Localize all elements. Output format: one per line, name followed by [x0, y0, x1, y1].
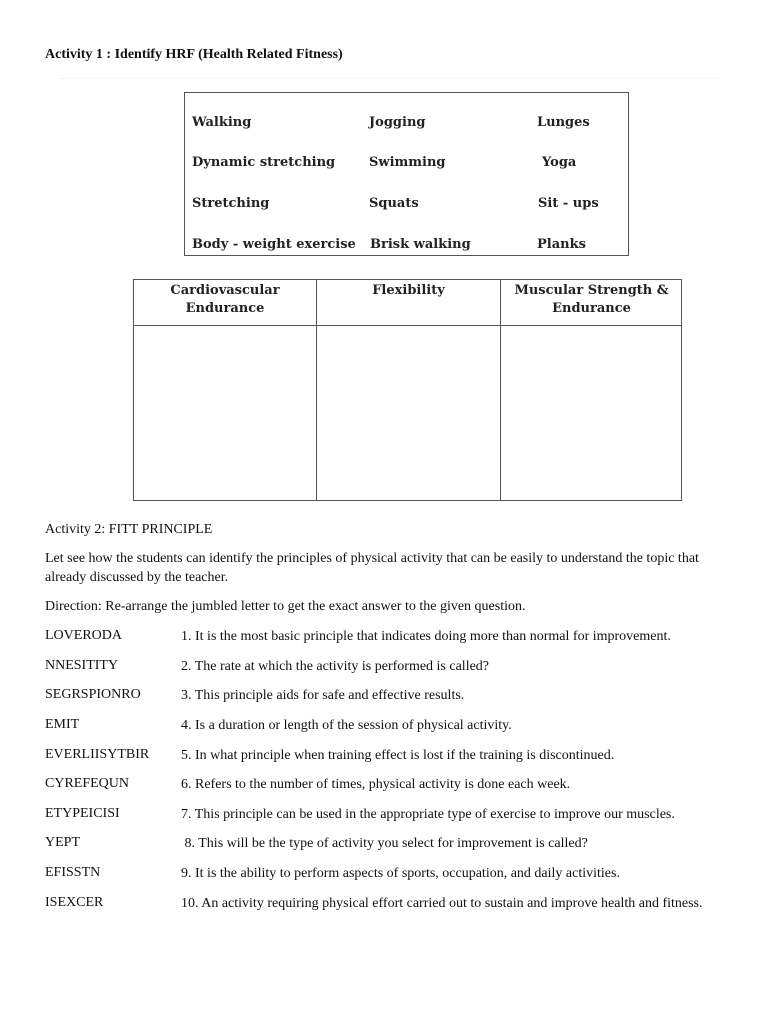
header-muscular: Muscular Strength & Endurance	[514, 283, 669, 316]
header-cardiovascular: Cardiovascular Endurance	[170, 283, 280, 316]
header-flexibility: Flexibility	[372, 283, 445, 298]
word-item: Dynamic stretching	[192, 155, 336, 170]
word-item: Swimming	[369, 155, 446, 170]
question: 9. It is the ability to perform aspects of sports, occupation, and daily activities.	[181, 866, 620, 881]
question: 2. The rate at which the activity is performed is called?	[181, 659, 490, 674]
word-item: Body - weight exercise	[192, 237, 356, 252]
activity2-title: Activity 2: FITT PRINCIPLE	[45, 522, 213, 537]
jumbled-word: EMIT	[45, 717, 80, 732]
activity1-title: Activity 1 : Identify HRF (Health Related Fitness)	[45, 47, 343, 62]
word-item: Lunges	[537, 115, 590, 130]
activity2-intro: Let see how the students can identify the principles of physical activity that can be easily to understand the topic that already discussed by the teacher.	[45, 551, 699, 585]
word-item: Sit - ups	[538, 196, 599, 211]
word-item: Planks	[537, 237, 586, 252]
word-item: Brisk walking	[370, 237, 471, 252]
activity2-direction: Direction: Re-arrange the jumbled letter to get the exact answer to the given question.	[45, 599, 526, 614]
question: 1. It is the most basic principle that indicates doing more than normal for improvement.	[181, 629, 671, 644]
word-item: Squats	[369, 196, 419, 211]
word-item: Walking	[192, 115, 252, 130]
classification-table	[133, 279, 682, 501]
question: 8. This will be the type of activity you select for improvement is called?	[181, 836, 588, 851]
header-divider	[134, 325, 681, 326]
jumbled-word: LOVERODA	[45, 628, 122, 643]
jumbled-word: EVERLIISYTBIR	[45, 747, 150, 762]
question: 3. This principle aids for safe and effective results.	[181, 688, 465, 703]
question: 5. In what principle when training effect is lost if the training is discontinued.	[181, 748, 615, 763]
word-bank-box	[184, 92, 629, 256]
question: 6. Refers to the number of times, physical activity is done each week.	[181, 777, 571, 792]
word-item: Yoga	[542, 155, 577, 170]
question: 7. This principle can be used in the appropriate type of exercise to improve our muscles.	[181, 807, 675, 822]
column-divider	[316, 280, 317, 500]
question: 4. Is a duration or length of the session of physical activity.	[181, 718, 512, 733]
jumbled-word: CYREFEQUN	[45, 776, 130, 791]
word-item: Jogging	[369, 115, 426, 130]
jumbled-word: NNESITITY	[45, 658, 119, 673]
jumbled-word: YEPT	[45, 835, 80, 850]
jumbled-word: ISEXCER	[45, 895, 104, 910]
jumbled-word: ETYPEICISI	[45, 806, 120, 821]
jumbled-word: EFISSTN	[45, 865, 101, 880]
jumbled-word: SEGRSPIONRO	[45, 687, 141, 702]
question: 10. An activity requiring physical effort carried out to sustain and improve health and fitness.	[181, 896, 703, 911]
word-item: Stretching	[192, 196, 270, 211]
divider	[60, 78, 720, 79]
